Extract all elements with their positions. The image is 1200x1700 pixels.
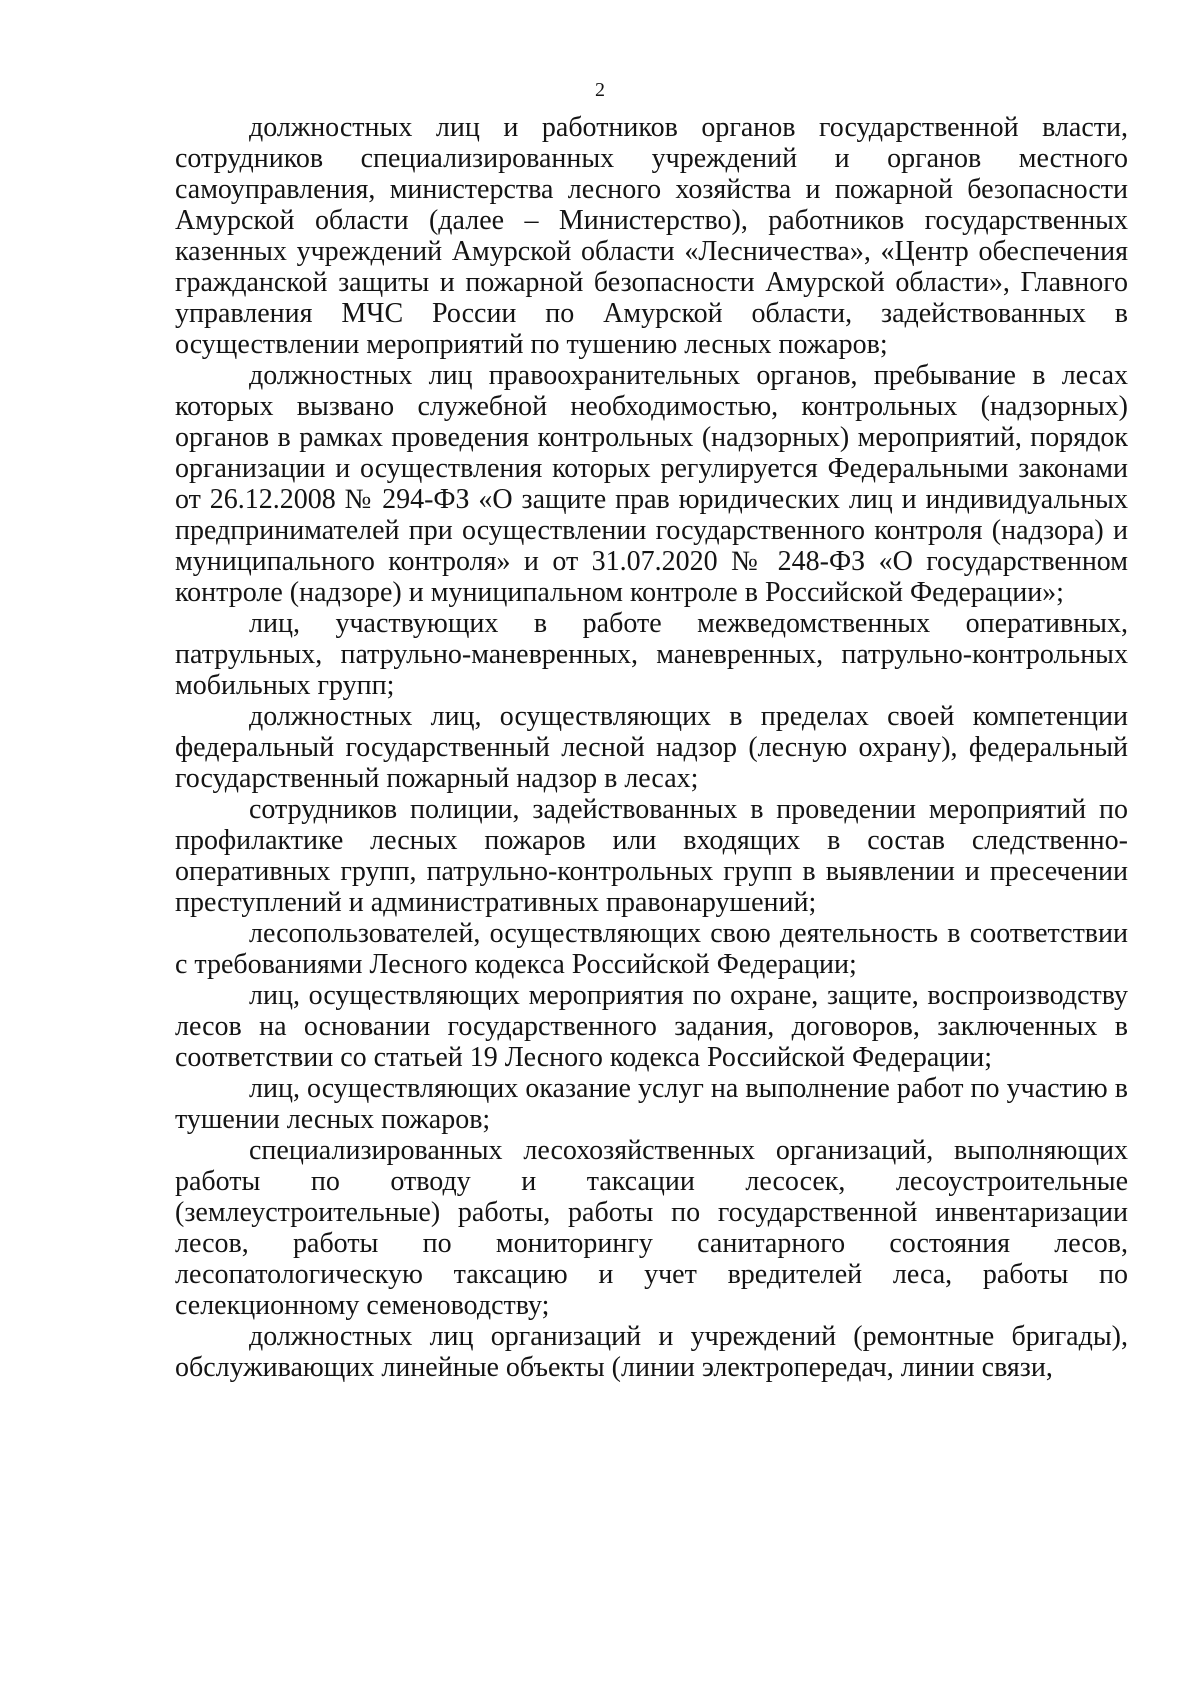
paragraph-mobile-groups: лиц, участвующих в работе межведомственных оперативных, патрульных, патрульно-маневренных, маневренных, патрульно-контрольных мобильных групп; [175,608,1128,701]
paragraph-officials-and-employees: должностных лиц и работников органов государственной власти, сотрудников специализированных учреждений и органов местного самоуправления, министерства лесного хозяйства и пожарной безопасности Амурской области (далее – Министерство), работников государственных казенных учреждений Амурской области «Лесничества», «Центр обеспечения гражданской защиты и пожарной безопасности Амурской области», Главного управления МЧС России по Амурской области, задействованных в осуществлении мероприятий по тушению лесных пожаров; [175,112,1128,360]
page-number: 2 [595,79,605,101]
paragraph-linear-objects-maintenance: должностных лиц организаций и учреждений (ремонтные бригады), обслуживающих линейные объекты (линии электропередач, линии связи, [175,1321,1128,1383]
paragraph-forest-users: лесопользователей, осуществляющих свою деятельность в соответствии с требованиями Лесного кодекса Российской Федерации; [175,918,1128,980]
paragraph-firefighting-services: лиц, осуществляющих оказание услуг на выполнение работ по участию в тушении лесных пожаров; [175,1073,1128,1135]
paragraph-forest-protection-persons: лиц, осуществляющих мероприятия по охране, защите, воспроизводству лесов на основании государственного задания, договоров, заключенных в соответствии со статьей 19 Лесного кодекса Российской Федерации; [175,980,1128,1073]
paragraph-forestry-organizations: специализированных лесохозяйственных организаций, выполняющих работы по отводу и таксации лесосек, лесоустроительные (землеустроительные) работы, работы по государственной инвентаризации лесов, работы по мониторингу санитарного состояния лесов, лесопатологическую таксацию и учет вредителей леса, работы по селекционному семеноводству; [175,1135,1128,1321]
paragraph-forest-supervision-officials: должностных лиц, осуществляющих в пределах своей компетенции федеральный государственный лесной надзор (лесную охрану), федеральный государственный пожарный надзор в лесах; [175,701,1128,794]
paragraph-police-officers: сотрудников полиции, задействованных в проведении мероприятий по профилактике лесных пожаров или входящих в состав следственно-оперативных групп, патрульно-контрольных групп в выявлении и пресечении преступлений и административных правонарушений; [175,794,1128,918]
paragraph-law-enforcement-officials: должностных лиц правоохранительных органов, пребывание в лесах которых вызвано служебной необходимостью, контрольных (надзорных) органов в рамках проведения контрольных (надзорных) мероприятий, порядок организации и осуществления которых регулируется Федеральными законами от 26.12.2008 № 294-ФЗ «О защите прав юридических лиц и индивидуальных предпринимателей при осуществлении государственного контроля (надзора) и муниципального контроля» и от 31.07.2020 № 248-ФЗ «О государственном контроле (надзоре) и муниципальном контроле в Российской Федерации»; [175,360,1128,608]
document-body [175,112,1128,1383]
